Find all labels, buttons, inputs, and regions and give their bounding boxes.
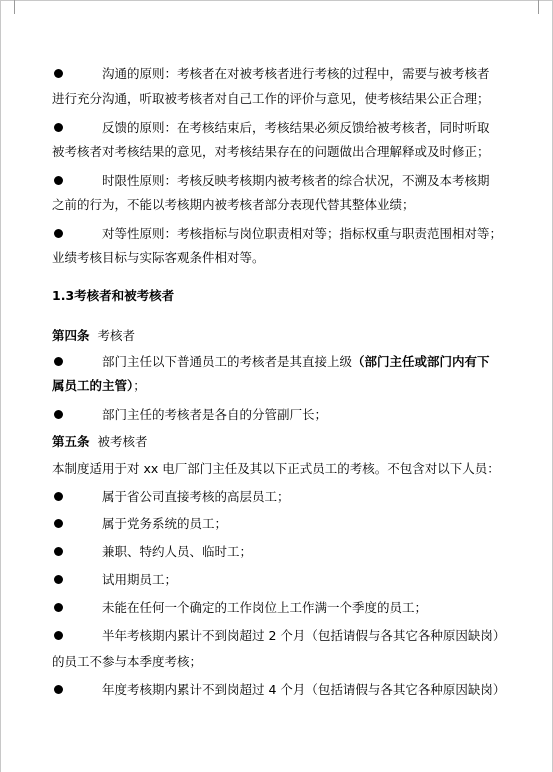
article-heading (52, 326, 135, 346)
bullet-icon (54, 575, 63, 584)
crop-mark (538, 0, 539, 14)
list-item-text: 反馈的原则：在考核结束后，考核结果必须反馈给被考核者，同时听取 (102, 120, 490, 135)
list-item-text (102, 352, 490, 372)
bullet-icon (54, 123, 63, 132)
paragraph-line: 本制度适用于对 xx 电厂部门主任及其以下正式员工的考核。不包含对以下人员： (52, 461, 500, 476)
paragraph-bold: 属员工的主管） (52, 378, 134, 393)
list-item-text: 兼职、特约人员、临时工； (102, 544, 253, 559)
section-heading: 1.3考核者和被考核者 (52, 288, 175, 303)
list-item-text: 未能在任何一个确定的工作岗位上工作满一个季度的员工； (102, 600, 428, 615)
list-item-text: 半年考核期内累计不到岗超过 2 个月（包括请假与各其它各种原因缺岗） (102, 628, 506, 643)
bullet-icon (54, 69, 63, 78)
bullet-icon (54, 229, 63, 238)
article-title: 考核者 (97, 328, 136, 343)
paragraph-line: 之前的行为，不能以考核期内被考核者部分表现代替其整体业绩； (52, 197, 415, 212)
bullet-icon (54, 685, 63, 694)
page-frame-left (0, 0, 15, 772)
paragraph-line (52, 376, 146, 396)
list-item-text: 部门主任的考核者是各自的分管副厂长； (102, 407, 328, 422)
list-item-text-plain: 部门主任以下普通员工的考核者是其直接上级 (102, 354, 353, 369)
list-item-text: 对等性原则：考核指标与岗位职责相对等；指标权重与职责范围相对等； (102, 226, 503, 241)
article-heading (52, 432, 148, 452)
bullet-icon (54, 410, 63, 419)
bullet-icon (54, 176, 63, 185)
bullet-icon (54, 603, 63, 612)
paragraph-line: 业绩考核目标与实际客观条件相对等。 (52, 250, 265, 265)
list-item-text: 时限性原则：考核反映考核期内被考核者的综合状况，不溯及本考核期 (102, 173, 490, 188)
bullet-icon (54, 547, 63, 556)
paragraph-text: ； (133, 378, 146, 393)
article-title: 被考核者 (97, 434, 148, 449)
paragraph-line: 进行充分沟通，听取被考核者对自己工作的评价与意见，使考核结果公正合理； (52, 91, 490, 106)
list-item-text: 年度考核期内累计不到岗超过 4 个月（包括请假与各其它各种原因缺岗） (102, 682, 506, 697)
paragraph-line: 被考核者对考核结果的意见，对考核结果存在的问题做出合理解释或及时修正； (52, 144, 490, 159)
list-item-text-bold: （部门主任或部门内有下 (352, 354, 490, 369)
list-item-text: 试用期员工； (102, 572, 178, 587)
article-label: 第五条 (52, 434, 90, 449)
page-frame-right (538, 0, 553, 772)
list-item-text: 属于党务系统的员工； (102, 516, 228, 531)
page-frame-top (0, 0, 553, 15)
bullet-icon (54, 519, 63, 528)
list-item-text: 属于省公司直接考核的高层员工； (102, 489, 290, 504)
list-item-text: 沟通的原则：考核者在对被考核者进行考核的过程中，需要与被考核者 (102, 66, 490, 81)
article-label: 第四条 (52, 328, 90, 343)
crop-mark (14, 0, 15, 14)
bullet-icon (54, 357, 63, 366)
bullet-icon (54, 631, 63, 640)
paragraph-line: 的员工不参与本季度考核； (52, 654, 203, 669)
bullet-icon (54, 492, 63, 501)
